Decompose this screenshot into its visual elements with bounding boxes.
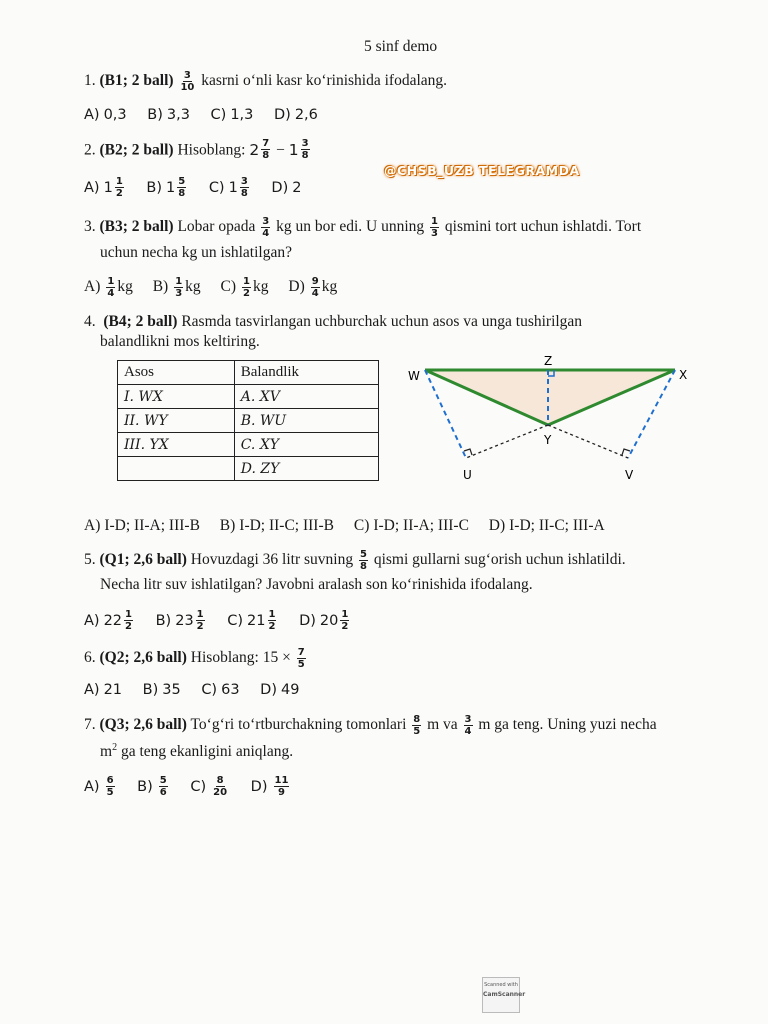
option-c[interactable]: C) 1,3 xyxy=(210,107,254,123)
mixed-number: 2 $\frac{7}{8}$ xyxy=(249,138,270,161)
option-d[interactable]: D) 2,6 xyxy=(274,107,318,123)
option-a[interactable]: A) 0,3 xyxy=(84,107,127,123)
option-c[interactable]: C) $\frac{1}{2}$ kg xyxy=(220,276,269,299)
question-text: Hovuzdagi 36 litr suvning xyxy=(190,551,354,569)
question-number: 1. xyxy=(84,72,96,90)
matching-table xyxy=(117,360,379,481)
option-d[interactable]: D) 49 xyxy=(260,682,300,698)
triangle-diagram xyxy=(400,350,700,485)
option-c[interactable]: C) 21 $\frac{1}{2}$ xyxy=(227,609,276,632)
option-c[interactable]: C) 63 xyxy=(201,682,240,698)
telegram-watermark: @CHSB_UZB TELEGRAMDA xyxy=(384,163,580,178)
fraction: $\frac{5}{8}$ xyxy=(359,549,367,572)
label-y: Y xyxy=(544,433,552,447)
question-text: kasrni o‘nli kasr ko‘rinishida ifodalang. xyxy=(201,72,448,90)
question-5 xyxy=(84,549,626,572)
option-d[interactable]: D) $\frac{11}{9}$ xyxy=(250,775,289,798)
question-text: Lobar opada xyxy=(177,218,256,236)
table-cell: II. WY xyxy=(118,409,235,433)
question-text: qismini tort uchun ishlatdi. Tort xyxy=(444,218,642,236)
option-c[interactable]: C) 1 $\frac{3}{8}$ xyxy=(208,176,248,199)
question-7-line2: $m^2$ ga teng ekanligini aniqlang. xyxy=(100,742,294,761)
label-v: V xyxy=(625,468,634,482)
option-a[interactable]: A) 21 xyxy=(84,682,123,698)
label-u: U xyxy=(463,468,472,482)
option-b[interactable]: B) 35 xyxy=(142,682,181,698)
option-a[interactable]: A) $\frac{1}{4}$ kg xyxy=(84,276,133,299)
question-tag: (B3; 2 ball) xyxy=(99,218,174,236)
option-d[interactable]: D) 2 xyxy=(271,179,302,196)
option-b[interactable]: B) $\frac{5}{6}$ xyxy=(137,775,167,798)
option-a[interactable]: A) 22 $\frac{1}{2}$ xyxy=(84,609,132,632)
extension-yv xyxy=(548,425,628,458)
question-text: m ga teng. Uning yuzi necha xyxy=(478,716,657,734)
question-text: To‘g‘ri to‘rtburchakning tomonlari xyxy=(190,716,407,734)
fraction: $\frac{3}{4}$ xyxy=(262,216,270,239)
table-cell: C. XY xyxy=(234,433,378,457)
right-angle-v xyxy=(622,449,630,455)
question-number: 4. xyxy=(84,313,96,330)
q4-options xyxy=(84,517,605,535)
mixed-number: 1 $\frac{3}{8}$ xyxy=(288,138,309,161)
option-a[interactable]: A) 1 $\frac{1}{2}$ xyxy=(84,176,123,199)
q6-options xyxy=(84,682,315,698)
question-text: m va xyxy=(427,716,458,734)
expression: 15 × xyxy=(262,649,291,667)
question-7 xyxy=(84,714,657,737)
table-cell: B. WU xyxy=(234,409,378,433)
question-tag: (Q1; 2,6 ball) xyxy=(99,551,187,569)
question-3-line2: uchun necha kg un ishlatilgan? xyxy=(100,244,292,261)
fraction: $\frac{7}{5}$ xyxy=(297,647,305,670)
label-z: Z xyxy=(544,354,553,368)
question-3 xyxy=(84,216,641,239)
question-text: Hisoblang: xyxy=(190,649,259,667)
q1-options xyxy=(84,107,334,123)
question-text: kg un bor edi. U unning xyxy=(276,218,425,236)
label-x: X xyxy=(679,368,688,382)
q2-options xyxy=(84,176,317,199)
question-tag: (B4; 2 ball) xyxy=(103,313,178,330)
question-4-line2: balandlikni mos keltiring. xyxy=(100,333,260,350)
question-text: Hisoblang: xyxy=(177,141,246,159)
question-tag: (Q2; 2,6 ball) xyxy=(99,649,187,667)
question-text: Rasmda tasvirlangan uchburchak uchun asos va unga tushirilgan xyxy=(181,313,583,330)
camscanner-logo: Scanned with CamScanner xyxy=(482,977,520,1013)
table-header: Asos xyxy=(118,361,235,385)
table-header: Balandlik xyxy=(234,361,378,385)
table-cell: D. ZY xyxy=(234,457,378,481)
extension-yu xyxy=(466,425,548,458)
question-number: 6. xyxy=(84,649,96,667)
question-4 xyxy=(84,313,582,331)
question-tag: (Q3; 2,6 ball) xyxy=(99,716,187,734)
q5-options xyxy=(84,609,367,632)
option-b[interactable]: B) $\frac{1}{3}$ kg xyxy=(152,276,201,299)
option-c[interactable]: C) I-D; II-A; III-C xyxy=(353,517,469,534)
option-d[interactable]: D) $\frac{9}{4}$ kg xyxy=(288,276,338,299)
option-b[interactable]: B) 23 $\frac{1}{2}$ xyxy=(155,609,204,632)
option-c[interactable]: C) $\frac{8}{20}$ xyxy=(190,775,228,798)
fraction: $\frac{3}{10}$ xyxy=(180,70,195,93)
option-b[interactable]: B) 3,3 xyxy=(147,107,190,123)
operator: − xyxy=(276,141,285,159)
question-number: 3. xyxy=(84,218,96,236)
option-b[interactable]: B) 1 $\frac{5}{8}$ xyxy=(146,176,186,199)
option-a[interactable]: A) $\frac{6}{5}$ xyxy=(84,775,114,798)
fraction: $\frac{8}{5}$ xyxy=(413,714,421,737)
table-cell xyxy=(118,457,235,481)
question-tag: (B2; 2 ball) xyxy=(99,141,174,159)
page-title: 5 sinf demo xyxy=(364,38,438,55)
question-number: 5. xyxy=(84,551,96,569)
question-number: 7. xyxy=(84,716,96,734)
question-1 xyxy=(84,70,447,93)
q3-options xyxy=(84,276,353,299)
question-text: qismi gullarni sug‘orish uchun ishlatildi. xyxy=(373,551,626,569)
fraction: $\frac{3}{4}$ xyxy=(464,714,472,737)
question-tag: (B1; 2 ball) xyxy=(99,72,174,90)
q7-options xyxy=(84,775,307,798)
question-6 xyxy=(84,647,308,670)
label-w: W xyxy=(408,369,420,383)
option-d[interactable]: D) 20 $\frac{1}{2}$ xyxy=(299,609,349,632)
option-b[interactable]: B) I-D; II-C; III-B xyxy=(219,517,334,534)
option-d[interactable]: D) I-D; II-C; III-A xyxy=(488,517,605,534)
fraction: $\frac{1}{3}$ xyxy=(431,216,439,239)
question-number: 2. xyxy=(84,141,96,159)
option-a[interactable]: A) I-D; II-A; III-B xyxy=(84,517,200,534)
table-cell: I. WX xyxy=(118,385,235,409)
table-cell: A. XV xyxy=(234,385,378,409)
triangle-fill xyxy=(425,370,675,425)
question-2 xyxy=(84,138,312,161)
table-cell: III. YX xyxy=(118,433,235,457)
question-5-line2: Necha litr suv ishlatilgan? Javobni aralash son ko‘rinishida ifodalang. xyxy=(100,576,533,593)
